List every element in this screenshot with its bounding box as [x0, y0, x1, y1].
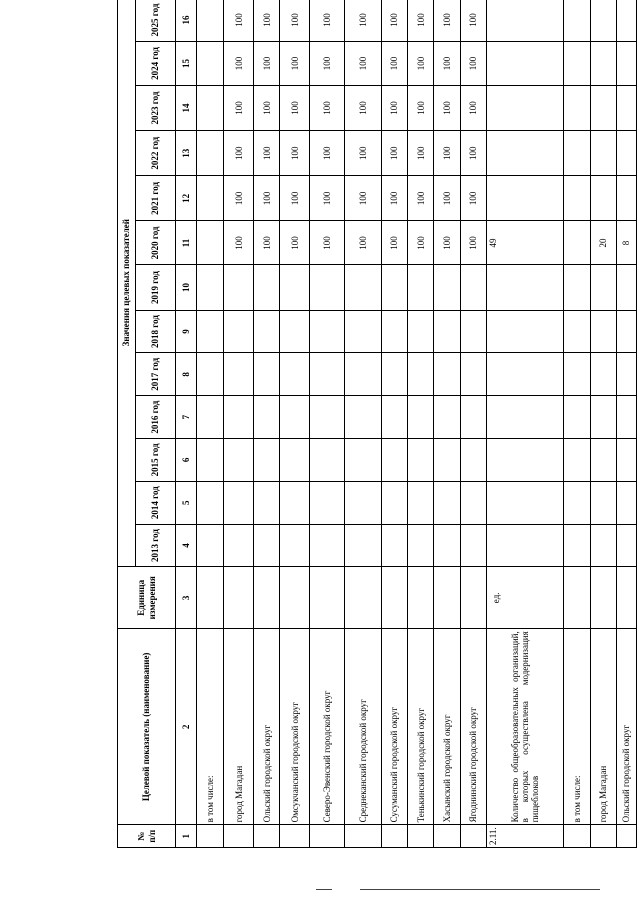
- unit-cell: [434, 567, 460, 629]
- value-cell: [460, 265, 486, 310]
- value-cell: [196, 176, 224, 221]
- column-index-cell: 2: [176, 629, 197, 825]
- year-header: 2014 год: [136, 481, 176, 524]
- value-cell: [224, 396, 254, 439]
- value-cell: [434, 524, 460, 567]
- value-cell: [196, 524, 224, 567]
- value-cell: [196, 41, 224, 85]
- column-index-row: [176, 0, 197, 848]
- value-cell: [280, 310, 310, 353]
- year-header: 2018 год: [136, 310, 176, 353]
- year-header: 2015 год: [136, 439, 176, 482]
- value-cell: 100: [434, 176, 460, 221]
- value-cell: [487, 41, 564, 85]
- value-cell: 100: [408, 85, 434, 130]
- indicator-name-cell: Северо-Эвенский городской округ: [310, 629, 345, 825]
- value-cell: [280, 439, 310, 482]
- value-cell: 100: [381, 221, 407, 265]
- value-cell: [487, 131, 564, 176]
- value-cell: 100: [408, 131, 434, 176]
- value-cell: [460, 481, 486, 524]
- value-cell: [590, 131, 616, 176]
- row-number-cell: [408, 825, 434, 848]
- row-number-cell: [310, 825, 345, 848]
- value-cell: [345, 265, 381, 310]
- unit-cell: [254, 567, 280, 629]
- value-cell: [564, 439, 590, 482]
- value-cell: [617, 265, 637, 310]
- value-cell: 100: [254, 131, 280, 176]
- indicator-name-cell: город Магадан: [224, 629, 254, 825]
- value-cell: [487, 265, 564, 310]
- value-cell: [487, 310, 564, 353]
- footer-line: [360, 889, 600, 890]
- value-cell: [408, 353, 434, 396]
- unit-cell: [224, 567, 254, 629]
- value-cell: 100: [381, 85, 407, 130]
- value-cell: [434, 353, 460, 396]
- indicator-name-cell: Сусуманский городской округ: [381, 629, 407, 825]
- row-number-cell: [590, 825, 616, 848]
- value-cell: [408, 524, 434, 567]
- unit-cell: [590, 567, 616, 629]
- value-cell: [196, 0, 224, 41]
- rotated-table-container: [117, 0, 637, 848]
- value-cell: [224, 439, 254, 482]
- value-cell: 100: [345, 131, 381, 176]
- value-cell: [617, 310, 637, 353]
- value-cell: [196, 353, 224, 396]
- value-cell: [254, 524, 280, 567]
- column-index-cell: 16: [176, 0, 197, 41]
- value-cell: [564, 41, 590, 85]
- value-cell: [487, 524, 564, 567]
- row-number-cell: [345, 825, 381, 848]
- value-cell: [590, 265, 616, 310]
- value-cell: [434, 396, 460, 439]
- unit-cell: [617, 567, 637, 629]
- value-cell: [590, 481, 616, 524]
- value-cell: 20: [590, 221, 616, 265]
- table-row: [617, 0, 637, 848]
- year-header: 2025 год: [136, 0, 176, 41]
- indicator-name-cell: Среднеканский городской округ: [345, 629, 381, 825]
- value-cell: [617, 41, 637, 85]
- unit-cell: [460, 567, 486, 629]
- value-cell: [590, 41, 616, 85]
- value-cell: [590, 439, 616, 482]
- value-cell: [617, 0, 637, 41]
- header-row-group: [118, 0, 136, 848]
- value-cell: [381, 265, 407, 310]
- value-cell: [408, 265, 434, 310]
- indicator-name-cell: в том числе:: [196, 629, 224, 825]
- value-cell: [617, 524, 637, 567]
- column-index-cell: 1: [176, 825, 197, 848]
- value-cell: 100: [381, 41, 407, 85]
- table-row: [381, 0, 407, 848]
- value-cell: 100: [254, 41, 280, 85]
- value-cell: [310, 439, 345, 482]
- name-column-header: Целевой показатель (наименование): [118, 629, 176, 825]
- value-cell: [345, 439, 381, 482]
- value-cell: [381, 396, 407, 439]
- value-cell: [460, 396, 486, 439]
- year-header: 2021 год: [136, 176, 176, 221]
- indicator-name-cell: город Магадан: [590, 629, 616, 825]
- value-cell: [280, 524, 310, 567]
- value-cell: 100: [434, 131, 460, 176]
- values-group-header: Значения целевых показателей: [118, 0, 136, 567]
- value-cell: 100: [224, 176, 254, 221]
- row-number-cell: 2.11.: [487, 825, 564, 848]
- value-cell: [345, 353, 381, 396]
- table-row: [224, 0, 254, 848]
- value-cell: [487, 396, 564, 439]
- value-cell: [381, 353, 407, 396]
- value-cell: [590, 0, 616, 41]
- row-number-cell: [196, 825, 224, 848]
- value-cell: 100: [408, 41, 434, 85]
- row-number-cell: [617, 825, 637, 848]
- value-cell: 100: [460, 85, 486, 130]
- value-cell: [310, 310, 345, 353]
- value-cell: [434, 265, 460, 310]
- unit-cell: ед.: [487, 567, 564, 629]
- value-cell: [196, 396, 224, 439]
- table-row: [310, 0, 345, 848]
- table-row: [280, 0, 310, 848]
- value-cell: 100: [310, 131, 345, 176]
- value-cell: 100: [254, 221, 280, 265]
- value-cell: [564, 353, 590, 396]
- value-cell: 100: [280, 85, 310, 130]
- value-cell: [345, 524, 381, 567]
- value-cell: [196, 439, 224, 482]
- value-cell: [434, 310, 460, 353]
- value-cell: [590, 396, 616, 439]
- column-index-cell: 12: [176, 176, 197, 221]
- value-cell: [254, 310, 280, 353]
- value-cell: [381, 439, 407, 482]
- indicator-name-cell: Количество общеобразовательных организаций, в которых осуществлена модернизация пищеблоков: [487, 629, 564, 825]
- value-cell: 100: [310, 0, 345, 41]
- row-number-cell: [280, 825, 310, 848]
- value-cell: 100: [345, 221, 381, 265]
- value-cell: 100: [310, 176, 345, 221]
- value-cell: [196, 265, 224, 310]
- value-cell: 100: [310, 41, 345, 85]
- value-cell: [590, 85, 616, 130]
- value-cell: 100: [434, 221, 460, 265]
- indicator-name-cell: Ольский городской округ: [254, 629, 280, 825]
- value-cell: [564, 481, 590, 524]
- value-cell: [460, 310, 486, 353]
- value-cell: [564, 176, 590, 221]
- value-cell: [564, 0, 590, 41]
- value-cell: [196, 131, 224, 176]
- value-cell: [310, 353, 345, 396]
- value-cell: [196, 221, 224, 265]
- value-cell: 49: [487, 221, 564, 265]
- value-cell: [254, 396, 280, 439]
- value-cell: [280, 265, 310, 310]
- value-cell: [254, 265, 280, 310]
- unit-cell: [408, 567, 434, 629]
- year-header: 2022 год: [136, 131, 176, 176]
- row-number-cell: [460, 825, 486, 848]
- value-cell: [310, 396, 345, 439]
- value-cell: [434, 481, 460, 524]
- value-cell: [345, 396, 381, 439]
- value-cell: 100: [460, 221, 486, 265]
- value-cell: 100: [224, 0, 254, 41]
- value-cell: 100: [460, 176, 486, 221]
- value-cell: [590, 524, 616, 567]
- unit-cell: [310, 567, 345, 629]
- value-cell: [564, 310, 590, 353]
- table-row: [254, 0, 280, 848]
- value-cell: [564, 221, 590, 265]
- column-index-cell: 9: [176, 310, 197, 353]
- value-cell: [564, 524, 590, 567]
- value-cell: 100: [408, 176, 434, 221]
- value-cell: [590, 353, 616, 396]
- column-index-cell: 15: [176, 41, 197, 85]
- value-cell: [381, 481, 407, 524]
- value-cell: [310, 481, 345, 524]
- value-cell: 100: [345, 41, 381, 85]
- value-cell: [381, 310, 407, 353]
- column-index-cell: 8: [176, 353, 197, 396]
- year-header: 2023 год: [136, 85, 176, 130]
- value-cell: [408, 396, 434, 439]
- table-row: [434, 0, 460, 848]
- value-cell: [617, 353, 637, 396]
- value-cell: [487, 439, 564, 482]
- footer-dash: [316, 889, 332, 890]
- value-cell: [280, 481, 310, 524]
- year-header: 2016 год: [136, 396, 176, 439]
- value-cell: 100: [280, 41, 310, 85]
- value-cell: [408, 439, 434, 482]
- value-cell: [310, 524, 345, 567]
- value-cell: [460, 439, 486, 482]
- value-cell: [254, 353, 280, 396]
- value-cell: 100: [224, 85, 254, 130]
- value-cell: [460, 353, 486, 396]
- table-row: [460, 0, 486, 848]
- value-cell: 100: [381, 176, 407, 221]
- value-cell: [564, 396, 590, 439]
- value-cell: 100: [381, 131, 407, 176]
- value-cell: [564, 85, 590, 130]
- year-header: 2017 год: [136, 353, 176, 396]
- value-cell: [280, 353, 310, 396]
- column-index-cell: 10: [176, 265, 197, 310]
- value-cell: 100: [381, 0, 407, 41]
- value-cell: [345, 310, 381, 353]
- indicator-name-cell: Ольский городской округ: [617, 629, 637, 825]
- row-number-cell: [224, 825, 254, 848]
- value-cell: [487, 481, 564, 524]
- value-cell: [487, 85, 564, 130]
- value-cell: [460, 524, 486, 567]
- value-cell: 100: [224, 41, 254, 85]
- table-row: [487, 0, 564, 848]
- value-cell: 100: [280, 131, 310, 176]
- value-cell: 8: [617, 221, 637, 265]
- value-cell: [434, 439, 460, 482]
- column-index-cell: 13: [176, 131, 197, 176]
- column-index-cell: 5: [176, 481, 197, 524]
- num-column-header: № п/п: [118, 825, 176, 848]
- value-cell: [224, 310, 254, 353]
- row-number-cell: [434, 825, 460, 848]
- column-index-cell: 3: [176, 567, 197, 629]
- table-row: [196, 0, 224, 848]
- value-cell: [254, 481, 280, 524]
- unit-cell: [280, 567, 310, 629]
- value-cell: 100: [345, 176, 381, 221]
- value-cell: [617, 131, 637, 176]
- value-cell: [196, 481, 224, 524]
- value-cell: [617, 481, 637, 524]
- value-cell: [224, 353, 254, 396]
- row-number-cell: [254, 825, 280, 848]
- value-cell: 100: [434, 85, 460, 130]
- indicator-name-cell: в том числе:: [564, 629, 590, 825]
- value-cell: [564, 131, 590, 176]
- value-cell: [196, 310, 224, 353]
- value-cell: 100: [345, 85, 381, 130]
- value-cell: [590, 310, 616, 353]
- value-cell: [310, 265, 345, 310]
- value-cell: [345, 481, 381, 524]
- value-cell: [487, 353, 564, 396]
- row-number-cell: [564, 825, 590, 848]
- unit-cell: [381, 567, 407, 629]
- year-header: 2020 год: [136, 221, 176, 265]
- table-row: [408, 0, 434, 848]
- value-cell: [617, 176, 637, 221]
- value-cell: [224, 524, 254, 567]
- value-cell: 100: [280, 221, 310, 265]
- value-cell: [617, 439, 637, 482]
- value-cell: [196, 85, 224, 130]
- value-cell: [487, 176, 564, 221]
- table-row: [564, 0, 590, 848]
- value-cell: 100: [345, 0, 381, 41]
- column-index-cell: 4: [176, 524, 197, 567]
- value-cell: [381, 524, 407, 567]
- year-header: 2024 год: [136, 41, 176, 85]
- value-cell: 100: [434, 41, 460, 85]
- value-cell: [224, 481, 254, 524]
- value-cell: 100: [224, 131, 254, 176]
- value-cell: [254, 439, 280, 482]
- unit-column-header: Единица измерения: [118, 567, 176, 629]
- value-cell: [487, 0, 564, 41]
- target-indicators-table: [117, 0, 637, 848]
- value-cell: [224, 265, 254, 310]
- indicator-name-cell: Ягоднинский городской округ: [460, 629, 486, 825]
- value-cell: [590, 176, 616, 221]
- row-number-cell: [381, 825, 407, 848]
- value-cell: 100: [460, 131, 486, 176]
- value-cell: 100: [408, 221, 434, 265]
- value-cell: 100: [408, 0, 434, 41]
- value-cell: [564, 265, 590, 310]
- value-cell: 100: [224, 221, 254, 265]
- column-index-cell: 14: [176, 85, 197, 130]
- column-index-cell: 11: [176, 221, 197, 265]
- indicator-name-cell: Омсукчанский городской округ: [280, 629, 310, 825]
- value-cell: 100: [460, 41, 486, 85]
- unit-cell: [196, 567, 224, 629]
- column-index-cell: 7: [176, 396, 197, 439]
- table-row: [345, 0, 381, 848]
- value-cell: 100: [280, 176, 310, 221]
- value-cell: [408, 481, 434, 524]
- year-header: 2013 год: [136, 524, 176, 567]
- value-cell: 100: [254, 0, 280, 41]
- value-cell: 100: [310, 85, 345, 130]
- table-row: [590, 0, 616, 848]
- value-cell: 100: [254, 176, 280, 221]
- value-cell: 100: [254, 85, 280, 130]
- unit-cell: [564, 567, 590, 629]
- unit-cell: [345, 567, 381, 629]
- indicator-name-cell: Хасынский городской округ: [434, 629, 460, 825]
- value-cell: [617, 396, 637, 439]
- value-cell: [617, 85, 637, 130]
- value-cell: 100: [434, 0, 460, 41]
- value-cell: 100: [460, 0, 486, 41]
- value-cell: 100: [280, 0, 310, 41]
- value-cell: 100: [310, 221, 345, 265]
- year-header: 2019 год: [136, 265, 176, 310]
- value-cell: [280, 396, 310, 439]
- value-cell: [408, 310, 434, 353]
- indicator-name-cell: Тенькинский городской округ: [408, 629, 434, 825]
- column-index-cell: 6: [176, 439, 197, 482]
